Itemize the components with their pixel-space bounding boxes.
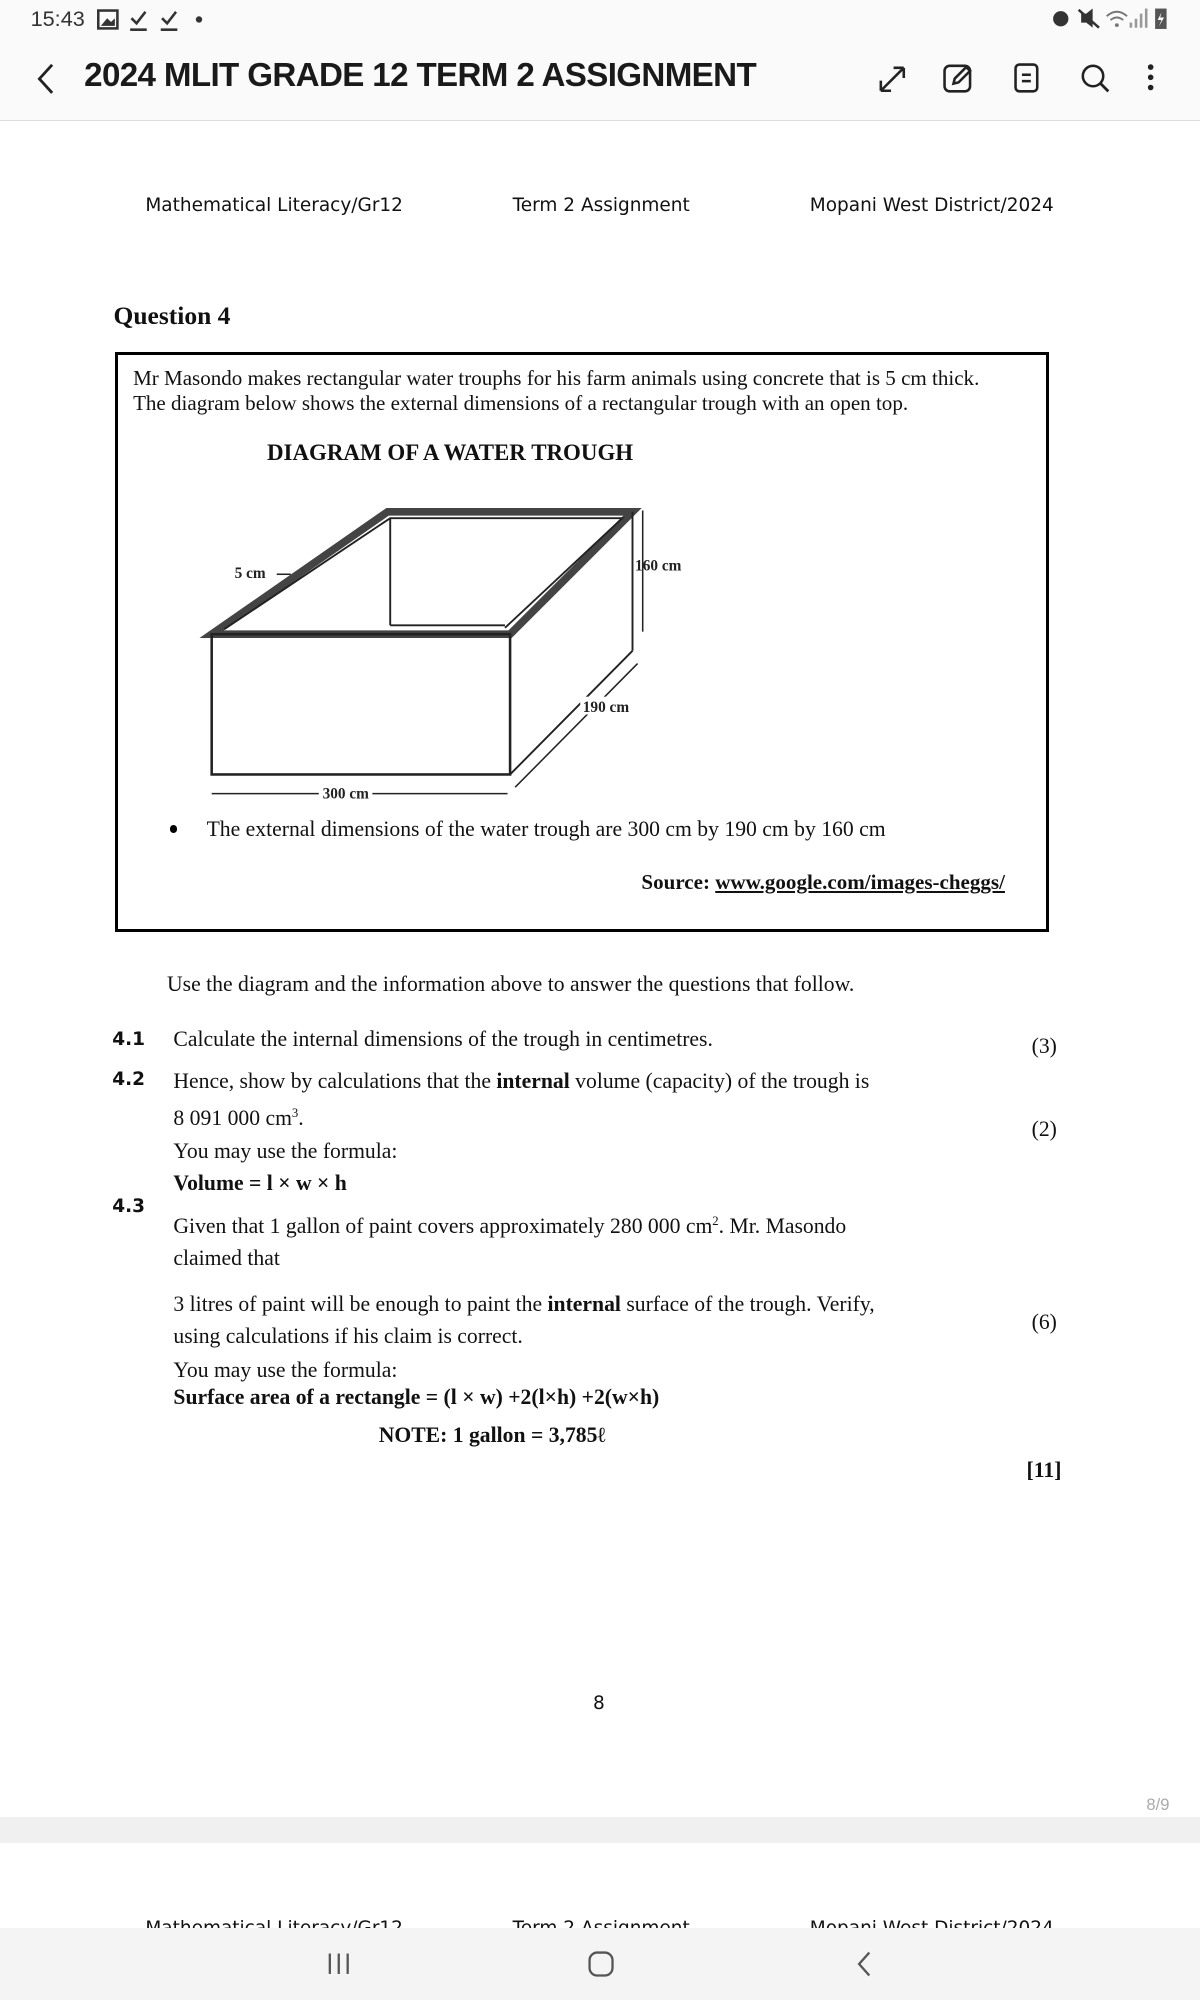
alarm-icon <box>1053 11 1068 26</box>
volume-value: 8 091 000 cm <box>173 1106 292 1131</box>
dot-icon <box>196 16 202 22</box>
header-subject: Mathematical Literacy/Gr12 <box>145 195 403 217</box>
more-icon[interactable] <box>1143 62 1158 95</box>
page-number: 8 <box>592 1693 605 1715</box>
total-marks: [11] <box>1026 1457 1062 1482</box>
page-indicator: 8/9 <box>1146 1795 1170 1815</box>
diagram-title: DIAGRAM OF A WATER TROUGH <box>266 440 634 466</box>
back-nav-icon[interactable] <box>854 1950 874 1978</box>
item-text: claimed that <box>173 1246 280 1271</box>
item-marks: (6) <box>1031 1309 1057 1334</box>
search-icon[interactable] <box>1079 62 1112 95</box>
label-height: 160 cm <box>635 557 682 575</box>
period: . <box>298 1106 304 1131</box>
status-left-icons <box>97 8 212 34</box>
water-trough-diagram <box>0 485 1200 817</box>
item-bold: internal <box>547 1292 621 1317</box>
check-download-icon <box>130 11 147 29</box>
wifi-icon <box>1107 12 1127 27</box>
label-thickness: 5 cm <box>234 564 266 582</box>
trough-front-face <box>212 634 510 774</box>
item-marks: (3) <box>1031 1034 1057 1059</box>
trough-rim <box>212 511 633 633</box>
expand-icon[interactable] <box>877 64 908 95</box>
item-number: 4.2 <box>112 1068 145 1090</box>
edit-icon[interactable] <box>942 62 975 95</box>
header-district: Mopani West District/2024 <box>809 195 1054 217</box>
status-bar <box>0 0 1200 38</box>
mute-icon <box>1079 9 1099 28</box>
header-term: Term 2 Assignment <box>512 195 690 217</box>
item-text: 3 litres of paint will be enough to paint the <box>173 1292 548 1317</box>
superscript: 3 <box>291 1105 299 1120</box>
item-bold: internal <box>496 1069 570 1094</box>
signal-icon <box>1130 9 1148 28</box>
item-text: using calculations if his claim is correct. <box>173 1324 523 1349</box>
home-icon[interactable] <box>587 1950 615 1978</box>
item-text: Hence, show by calculations that the <box>173 1069 497 1094</box>
instruction-text: Use the diagram and the information above to answer the questions that follow. <box>167 971 855 996</box>
item-text: . Mr. Masondo <box>718 1214 847 1239</box>
back-icon[interactable] <box>33 61 59 97</box>
formula-intro: You may use the formula: <box>173 1357 398 1382</box>
label-length: 300 cm <box>322 785 369 803</box>
formula-intro: You may use the formula: <box>173 1139 398 1164</box>
volume-formula: Volume = l × w × h <box>173 1171 347 1196</box>
status-time: 15:43 <box>30 6 85 32</box>
item-marks: (2) <box>1031 1117 1057 1142</box>
box-text-2: The diagram below shows the external dimensions of a rectangular trough with an open top. <box>133 390 909 415</box>
check-download-icon <box>161 11 178 29</box>
gallery-icon <box>98 10 117 28</box>
bullet-icon <box>170 825 178 833</box>
page-separator <box>0 1817 1200 1843</box>
item-text: Given that 1 gallon of paint covers approximately 280 000 cm <box>173 1214 713 1239</box>
superscript: 2 <box>712 1214 719 1229</box>
item-text: Calculate the internal dimensions of the trough in centimetres. <box>173 1026 713 1051</box>
recent-apps-icon[interactable] <box>326 1951 352 1977</box>
source-link[interactable]: www.google.com/images-cheggs/ <box>715 869 1005 894</box>
item-text: surface of the trough. Verify, <box>620 1292 875 1317</box>
battery-charging-icon <box>1155 9 1166 29</box>
item-number: 4.1 <box>112 1029 145 1051</box>
label-width: 190 cm <box>582 698 630 716</box>
source-label: Source: <box>641 869 710 894</box>
status-right-icons <box>1048 6 1176 32</box>
surface-area-formula: Surface area of a rectangle = (l × w) +2(l×h) +2(w×h) <box>173 1384 660 1409</box>
next-page <box>0 1844 1200 1928</box>
document-title: 2024 MLIT GRADE 12 TERM 2 ASSIGNMENT <box>84 57 757 95</box>
reader-mode-icon[interactable] <box>1013 62 1041 95</box>
navigation-bar <box>0 1928 1200 1999</box>
item-number: 4.3 <box>112 1196 145 1218</box>
item-text: volume (capacity) of the trough is <box>569 1069 870 1094</box>
gallon-note: NOTE: 1 gallon = 3,785ℓ <box>378 1423 606 1448</box>
question-title: Question 4 <box>113 300 231 330</box>
external-dimensions-text: The external dimensions of the water trough are 300 cm by 190 cm by 160 cm <box>206 817 886 842</box>
app-bar <box>0 38 1200 121</box>
box-text-1: Mr Masondo makes rectangular water trouphs for his farm animals using concrete that is 5 cm thick. <box>133 366 980 391</box>
